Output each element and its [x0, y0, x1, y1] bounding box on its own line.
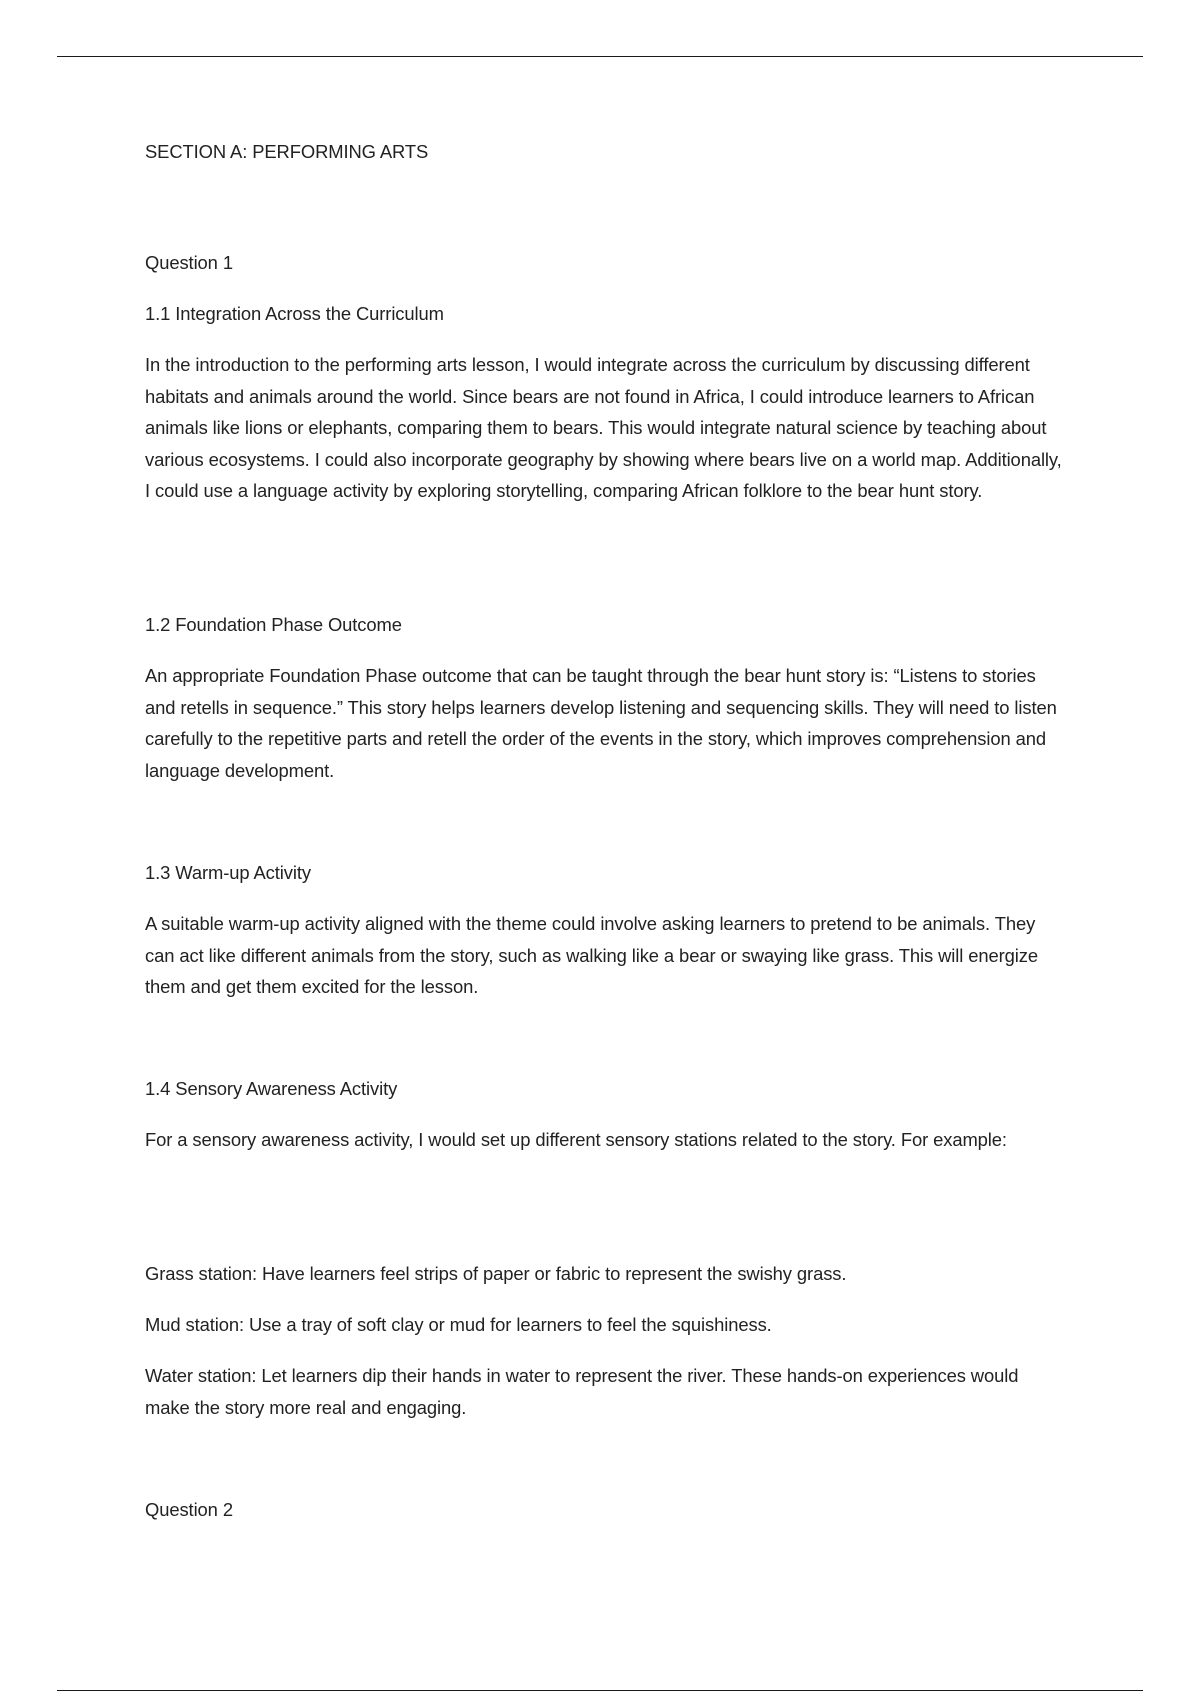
question-1-heading: Question 1: [145, 252, 233, 273]
list-item-water-station: Water station: Let learners dip their hands in water to represent the river. These hands-on experiences would make the story more real and engaging.: [145, 1365, 1019, 1418]
section-title: SECTION A: PERFORMING ARTS: [145, 141, 429, 162]
list-item-grass-station: Grass station: Have learners feel strips of paper or fabric to represent the swishy grass.: [145, 1263, 847, 1284]
list-item-mud-station: Mud station: Use a tray of soft clay or mud for learners to feel the squishiness.: [145, 1314, 772, 1335]
paragraph-1-2: An appropriate Foundation Phase outcome that can be taught through the bear hunt story is: “Listens to stories and retells in sequence.” This story helps learners develop listening and sequencing skills. They will need to listen carefully to the repetitive parts and retell the order of the events in the story, which improves comprehension and language development.: [145, 665, 1057, 781]
subheading-1-2: 1.2 Foundation Phase Outcome: [145, 614, 402, 635]
paragraph-1-4: For a sensory awareness activity, I would set up different sensory stations related to the story. For example:: [145, 1129, 1007, 1150]
subheading-1-4: 1.4 Sensory Awareness Activity: [145, 1078, 398, 1099]
subheading-1-1: 1.1 Integration Across the Curriculum: [145, 303, 444, 324]
paragraph-1-1: In the introduction to the performing arts lesson, I would integrate across the curriculum by discussing different habitats and animals around the world. Since bears are not found in Africa, I could introduce learners to African animals like lions or elephants, comparing them to bears. This would integrate natural science by teaching about various ecosystems. I could also incorporate geography by showing where bears live on a world map. Additionally, I could use a language activity by exploring storytelling, comparing African folklore to the bear hunt story.: [145, 354, 1062, 501]
question-2-heading: Question 2: [145, 1499, 233, 1520]
subheading-1-3: 1.3 Warm-up Activity: [145, 862, 311, 883]
footer-rule: [57, 1690, 1143, 1691]
header-rule: [57, 56, 1143, 57]
paragraph-1-3: A suitable warm-up activity aligned with the theme could involve asking learners to pretend to be animals. They can act like different animals from the story, such as walking like a bear or swaying like grass. This will energize them and get them excited for the lesson.: [145, 913, 1038, 997]
